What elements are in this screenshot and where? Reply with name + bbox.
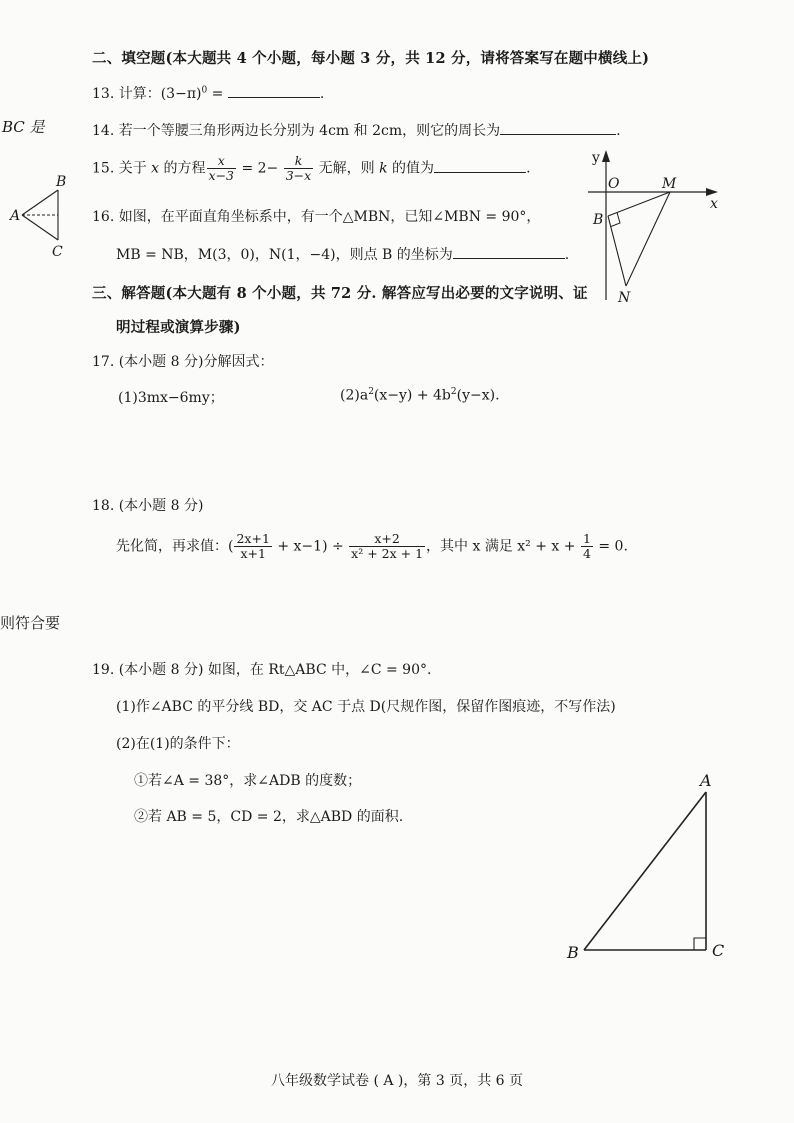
- q15-answer-blank[interactable]: [434, 158, 526, 173]
- section-2-title: 二、填空题(本大题共 4 个小题，每小题 3 分，共 12 分，请将答案写在题中横线上): [92, 50, 650, 67]
- fig16-label-y: y: [592, 150, 600, 166]
- q15-suffix2: 的值为: [387, 160, 435, 177]
- question-19-part-1: (1)作∠ABC 的平分线 BD，交 AC 于点 D(尺规作图，保留作图痕迹，不写作法): [116, 699, 616, 715]
- q16-answer-blank[interactable]: [453, 244, 565, 259]
- fig19-label-c: C: [712, 941, 725, 960]
- q16-end: .: [564, 247, 570, 263]
- question-19-sub-2: ②若 AB = 5，CD = 2，求△ABD 的面积.: [134, 809, 404, 825]
- question-19-sub-1: ①若∠A = 38°，求∠ADB 的度数；: [134, 773, 362, 789]
- q17-p2-a: (2)a: [340, 387, 369, 404]
- q13-equals: =: [207, 86, 228, 102]
- q18-fraction-3: [581, 532, 593, 561]
- page-footer: 八年级数学试卷 ( A )，第 3 页，共 6 页: [271, 1073, 523, 1089]
- question-18-title: 18. (本小题 8 分): [92, 498, 204, 514]
- q15-var-k: k: [379, 160, 388, 177]
- question-17-part-1: (1)3mx−6my；: [118, 390, 224, 406]
- q14-answer-blank[interactable]: [500, 120, 616, 135]
- question-14: [92, 120, 621, 140]
- q15-fraction-2: [284, 154, 313, 183]
- q15-mid: 的方程: [159, 160, 206, 177]
- question-19-part-2: (2)在(1)的条件下：: [116, 736, 240, 752]
- q16-line2-text: MB = NB，M(3，0)，N(1，−4)，则点 B 的坐标为: [116, 247, 453, 263]
- q18-frac2-num: x+2: [349, 532, 425, 547]
- fig16-label-n: N: [618, 290, 631, 306]
- q13-text: 13. 计算：(3−π): [92, 86, 202, 102]
- question-13: [92, 83, 324, 103]
- q18-pre: 先化简，再求值：(: [116, 538, 234, 555]
- figure-16-coordinate-plane: [588, 148, 748, 308]
- q18-frac1-den: x+1: [240, 546, 266, 561]
- q14-text: 14. 若一个等腰三角形两边长分别为 4cm 和 2cm，则它的周长为: [92, 123, 501, 139]
- q15-frac2-num: k: [284, 154, 313, 169]
- q18-fraction-2: [349, 532, 425, 561]
- q15-frac1-num: x: [207, 154, 236, 169]
- q18-fraction-1: [234, 532, 271, 561]
- q17-p2-c: (y−x).: [456, 387, 500, 404]
- fig-left-label-c: C: [52, 244, 63, 260]
- question-16-line-2: [116, 244, 569, 264]
- fig16-label-x: x: [710, 196, 718, 212]
- fig16-label-m: M: [662, 176, 677, 192]
- q15-frac1-den: x−3: [208, 168, 235, 183]
- figure-left-triangle: [0, 170, 70, 260]
- question-17-title: 17. (本小题 8 分)分解因式：: [92, 354, 274, 370]
- fig19-label-a: A: [700, 771, 712, 790]
- q18-frac1-num: 2x+1: [236, 531, 270, 546]
- question-18-body: [116, 532, 628, 561]
- q14-end: .: [616, 123, 621, 139]
- fig16-label-o: O: [608, 176, 620, 192]
- q18-cond: ，其中 x 满足 x² + x +: [426, 538, 580, 555]
- fig16-label-b: B: [593, 212, 604, 228]
- q17-p2-sup1: 2: [368, 387, 374, 397]
- question-19-title: 19. (本小题 8 分) 如图，在 Rt△ABC 中，∠C = 90°.: [92, 662, 432, 678]
- fig19-label-b: B: [567, 943, 579, 962]
- q13-exponent: 0: [201, 85, 208, 96]
- q18-frac2-den: x² + 2x + 1: [351, 546, 424, 561]
- fig-left-label-a: A: [10, 208, 21, 224]
- figure-19-right-triangle: [560, 770, 740, 970]
- q18-mid: + x−1) ÷: [272, 538, 349, 555]
- q18-frac3-num: 1: [582, 531, 591, 546]
- fig-left-label-b: B: [56, 174, 67, 190]
- q15-fraction-1: [207, 154, 236, 183]
- question-17-part-2: [340, 387, 500, 404]
- q15-frac2-den: 3−x: [285, 168, 312, 183]
- q18-frac3-den: 4: [582, 546, 591, 561]
- q15-suffix: 无解，则: [314, 160, 380, 177]
- q13-end: .: [319, 86, 325, 102]
- q17-p2-b: (x−y) + 4b: [373, 387, 451, 404]
- margin-fragment-mid: 则符合要: [0, 614, 61, 632]
- q15-eq: = 2−: [237, 160, 283, 177]
- q15-var-x: x: [151, 160, 160, 177]
- q15-prefix: 15. 关于: [92, 160, 152, 177]
- q13-answer-blank[interactable]: [228, 83, 320, 98]
- question-15: [92, 154, 531, 183]
- section-3-title-line-1: 三、解答题(本大题有 8 个小题，共 72 分. 解答应写出必要的文字说明、证: [92, 285, 588, 302]
- q15-end: .: [526, 160, 531, 177]
- section-3-title-line-2: 明过程或演算步骤): [116, 319, 241, 336]
- q18-end: = 0.: [593, 538, 628, 555]
- q17-p2-sup2: 2: [450, 387, 457, 397]
- question-16-line-1: 16. 如图，在平面直角坐标系中，有一个△MBN，已知∠MBN = 90°，: [92, 209, 541, 225]
- margin-fragment-top: BC 是: [2, 118, 45, 136]
